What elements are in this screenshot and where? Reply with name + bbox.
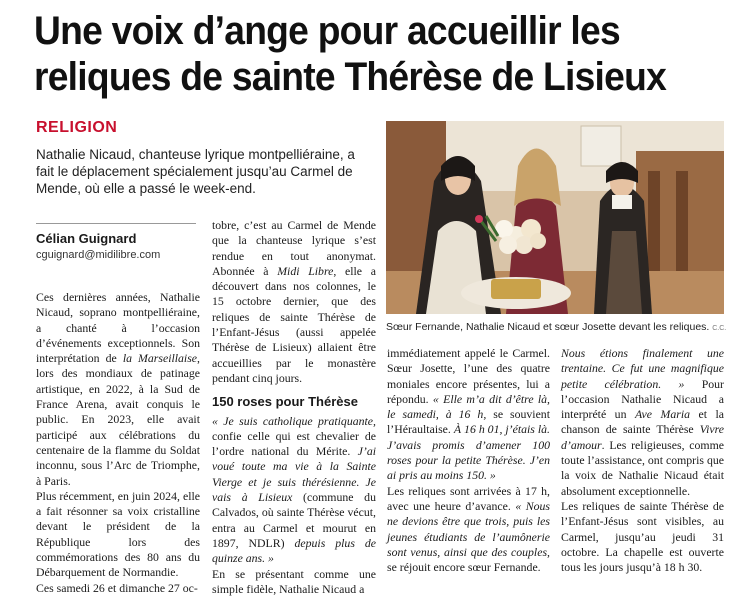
article-column-2 bbox=[212, 218, 376, 597]
subheading: 150 roses pour Thérèse bbox=[212, 394, 358, 410]
paragraph: « Je suis catholique pratiquante, confie celle qui est chevalier de l’ordre national du Mérite. J’ai voué toute ma vie à la Sainte Vierge et je suis thérésienne. Je vais à Lisieux (commune du Calvados, où sainte Thérèse vécut, entra au Carmel et mourut en 1897, NDLR) depuis plus de quinze ans. » bbox=[212, 413, 377, 566]
article-photo bbox=[386, 121, 724, 314]
paragraph: Ces samedi 26 et dimanche 27 oc- bbox=[36, 580, 198, 595]
paragraph: Les reliques sont arrivées à 17 h, avec une heure d’avance. « Nous ne devions être que trois, puis les jeunes étudiants de l’aumônerie sont venus, ainsi que des couples, se réjouit encore sœur Fernande. bbox=[387, 483, 550, 575]
paragraph: Plus récemment, en juin 2024, elle a fait résonner sa voix cristalline devant le président de la République lors des commémorations des 80 ans du Débarquement de Normandie. bbox=[36, 488, 200, 580]
article-column-4 bbox=[561, 346, 724, 575]
paragraph: immédiatement appelé le Carmel. Sœur Josette, l’une des quatre moniales encore présentes, lui a répondu. « Elle m’a dit d’être là, le samedi, à 16 h, se souvient l’Héraultaise. À 16 h 01, j’étais là. J’avais promis d’amener 100 roses pour la petite Thérèse. J’en ai pris au moins 150. » bbox=[387, 346, 551, 483]
lead-paragraph: Nathalie Nicaud, chanteuse lyrique montpelliéraine, a fait le déplacement spécialement jusqu’au Carmel de Mende, où elle a passé le week-end. bbox=[36, 147, 355, 196]
author-name: Célian Guignard bbox=[36, 231, 137, 246]
paragraph: Les reliques de sainte Thérèse de l’Enfant-Jésus sont visibles, au Carmel, jusqu’au jeudi 31 octobre. La chapelle est ouverte tous les jours jusqu’à 18 h 30. bbox=[561, 498, 724, 575]
article-column-1 bbox=[36, 290, 200, 596]
photo-credit: C.C. bbox=[712, 325, 727, 332]
paragraph: tobre, c’est au Carmel de Mende que la chanteuse lyrique s’est rendue en tout anonymat. Abonnée à Midi Libre, elle a découvert dans nos colonnes, le 15 octobre dernier, que des reliques de sainte Thérèse de l’Enfant-Jésus (aussi appelée Thérèse de Lisieux) allaient être accueillies par le monastère pendant cinq jours. bbox=[212, 218, 376, 385]
section-rubric: RELIGION bbox=[36, 119, 118, 136]
author-email[interactable]: cguignard@midilibre.com bbox=[36, 249, 161, 261]
paragraph: En se présentant comme une simple fidèle, Nathalie Nicaud a bbox=[212, 566, 376, 596]
paragraph: Nous étions finalement une trentaine. Ce fut une magnifique petite célébration. » Pour l’occasion Nathalie Nicaud a interprété un Ave Maria et la chanson de sainte Thérèse Vivre d’amour. Les religieuses, comme toute l’assistance, ont compris que la voix de Nathalie Nicaud était absolument exceptionnelle. bbox=[561, 346, 725, 498]
photo-caption: Sœur Fernande, Nathalie Nicaud et sœur Josette devant les reliques. C.C. bbox=[386, 321, 727, 333]
author-divider bbox=[36, 223, 196, 224]
paragraph: Ces dernières années, Nathalie Nicaud, soprano montpelliéraine, a chanté à l’occasion d’événements exceptionnels. Son interprétation de la Marseillaise, lors des mondiaux de patinage artistique, en 2022, à la Sud de France Arena, avait conquis le public. En 2023, elle avait participé aux célébrations du centenaire de la flamme du Soldat inconnu, sous l’Arc de Triomphe, à Paris. bbox=[36, 290, 200, 488]
headline: Une voix d’ange pour accueillir les reliques de sainte Thérèse de Lisieux bbox=[34, 9, 667, 99]
article-column-3 bbox=[387, 346, 550, 575]
